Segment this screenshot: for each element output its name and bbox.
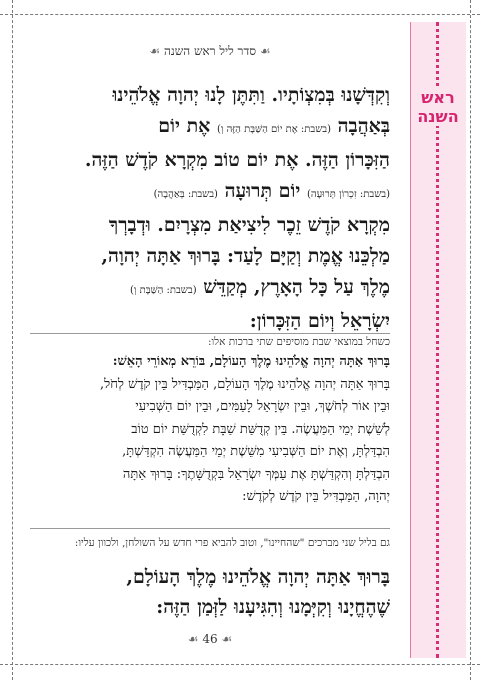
shabbat-insert: (בשבת: אֶת יוֹם הַשַּׁבָּת הַזֶּה וְ) <box>216 124 331 135</box>
divider <box>30 333 390 334</box>
ornament-icon: ☙ <box>259 44 271 58</box>
ornament-icon: ☙ <box>149 44 161 58</box>
cut-line-left <box>12 0 13 680</box>
havdalah-line: יְהוָה, הַמַּבְדִּיל בֵּין קֹדֶשׁ לְקֹדֶשׁ: <box>242 489 390 504</box>
shehecheyanu-text <box>30 562 390 622</box>
kiddush-line: יִשְׂרָאֵל וְיוֹם הַזִּכָּרוֹן: <box>249 310 390 332</box>
cut-line-right <box>470 0 471 680</box>
page-number: 46 <box>202 632 218 646</box>
kiddush-line: מַלְכֵּנוּ אֱמֶת וְקַיָּם לָעַד: בָּרוּךְ אַתָּה יְהוָה, <box>101 245 390 267</box>
havdalah-line: וּבֵין אוֹר לְחֹשֶׁךְ, וּבֵין יִשְׂרָאֵל לָעַמִּים, וּבֵין יוֹם הַשְּׁבִיעִי <box>135 399 390 414</box>
kiddush-line: הַזִּכָּרוֹן הַזֶּה. אֶת יוֹם טוֹב מִקְרָא קֹדֶשׁ הַזֶּה. <box>84 149 390 171</box>
cut-line-top <box>0 14 480 15</box>
havdalah-line: לְשֵׁשֶׁת יְמֵי הַמַּעֲשֶׂה. בֵּין קְדֻשַּׁת שַׁבָּת לִקְדֻשַּׁת יוֹם טוֹב <box>131 421 390 437</box>
shehecheyanu-line: שֶׁהֶחֱיָנוּ וְקִיְּמָנוּ וְהִגִּיעָנוּ לַזְּמַן הַזֶּה: <box>156 596 390 618</box>
shabbat-insert: (בשבת: הַשַּׁבָּת וְ) <box>129 285 197 296</box>
page-title: סדר ליל ראש השנה <box>163 44 257 58</box>
kiddush-line: וְקִדְּשָׁנוּ בְּמִצְוֹתָיו. וַתִּתֶּן לָנוּ יְהוָה אֱלֹהֵינוּ <box>112 84 390 106</box>
shehecheyanu-note: גם בליל שני מברכים "שהחיינו", וטוב להביא פרי חדש על השולחן, ולכוון עליו: <box>74 537 390 549</box>
havdalah-line: הִבְדַּלְתָּ, וְאֶת יוֹם הַשְּׁבִיעִי מִשֵּׁשֶׁת יְמֵי הַמַּעֲשֶׂה הִקְדַּשְׁתָּ, <box>122 444 390 459</box>
page-header <box>30 44 390 59</box>
kiddush-line: (בשבת: זִכְרוֹן תְּרוּעָה) יוֹם תְּרוּעָה (בשבת: בְּאַהֲבָה) <box>153 180 390 202</box>
kiddush-line: בְּאַהֲבָה (בשבת: אֶת יוֹם הַשַּׁבָּת הַזֶּה וְ) אֶת יוֹם <box>158 115 390 137</box>
kiddush-text <box>30 80 390 337</box>
havdalah-line: הִבְדַּלְתָּ וְהִקְדַּשְׁתָּ אֶת עַמְּךָ יִשְׂרָאֵל בִּקְדֻשָּׁתֶךָ: בָּרוּךְ אַתָּה <box>122 466 390 482</box>
page-footer <box>30 632 390 646</box>
shabbat-insert: (בשבת: זִכְרוֹן תְּרוּעָה) <box>306 189 390 200</box>
shehecheyanu-line: בָּרוּךְ אַתָּה יְהוָה אֱלֹהֵינוּ מֶלֶךְ הָעוֹלָם, <box>126 566 390 588</box>
havdalah-note: כשחל במוצאי שבת מוסיפים שתי ברכות אלו: <box>207 336 390 348</box>
side-tab-title: ראש השנה <box>412 88 464 126</box>
havdalah-bracha-fire: בָּרוּךְ אַתָּה יְהוָה אֱלֹהֵינוּ מֶלֶךְ הָעוֹלָם, בּוֹרֵא מְאוֹרֵי הָאֵשׁ: <box>112 354 390 369</box>
cut-line-bottom <box>0 664 480 665</box>
kiddush-line: מִקְרָא קֹדֶשׁ זֵכֶר לִיצִיאַת מִצְרָיִם. וּדְבָרְךָ <box>108 214 390 236</box>
divider <box>30 528 390 529</box>
shabbat-insert: (בשבת: בְּאַהֲבָה) <box>153 189 218 200</box>
ornament-icon: ☙ <box>187 632 199 646</box>
havdalah-text <box>30 351 390 509</box>
kiddush-line: מֶלֶךְ עַל כָּל הָאָרֶץ, מְקַדֵּשׁ (בשבת: הַשַּׁבָּת וְ) <box>129 276 390 298</box>
havdalah-line: בָּרוּךְ אַתָּה יְהוָה אֱלֹהֵינוּ מֶלֶךְ הָעוֹלָם, הַמַּבְדִּיל בֵּין קֹדֶשׁ לְחֹל, <box>99 376 390 392</box>
ornament-icon: ☙ <box>221 632 233 646</box>
